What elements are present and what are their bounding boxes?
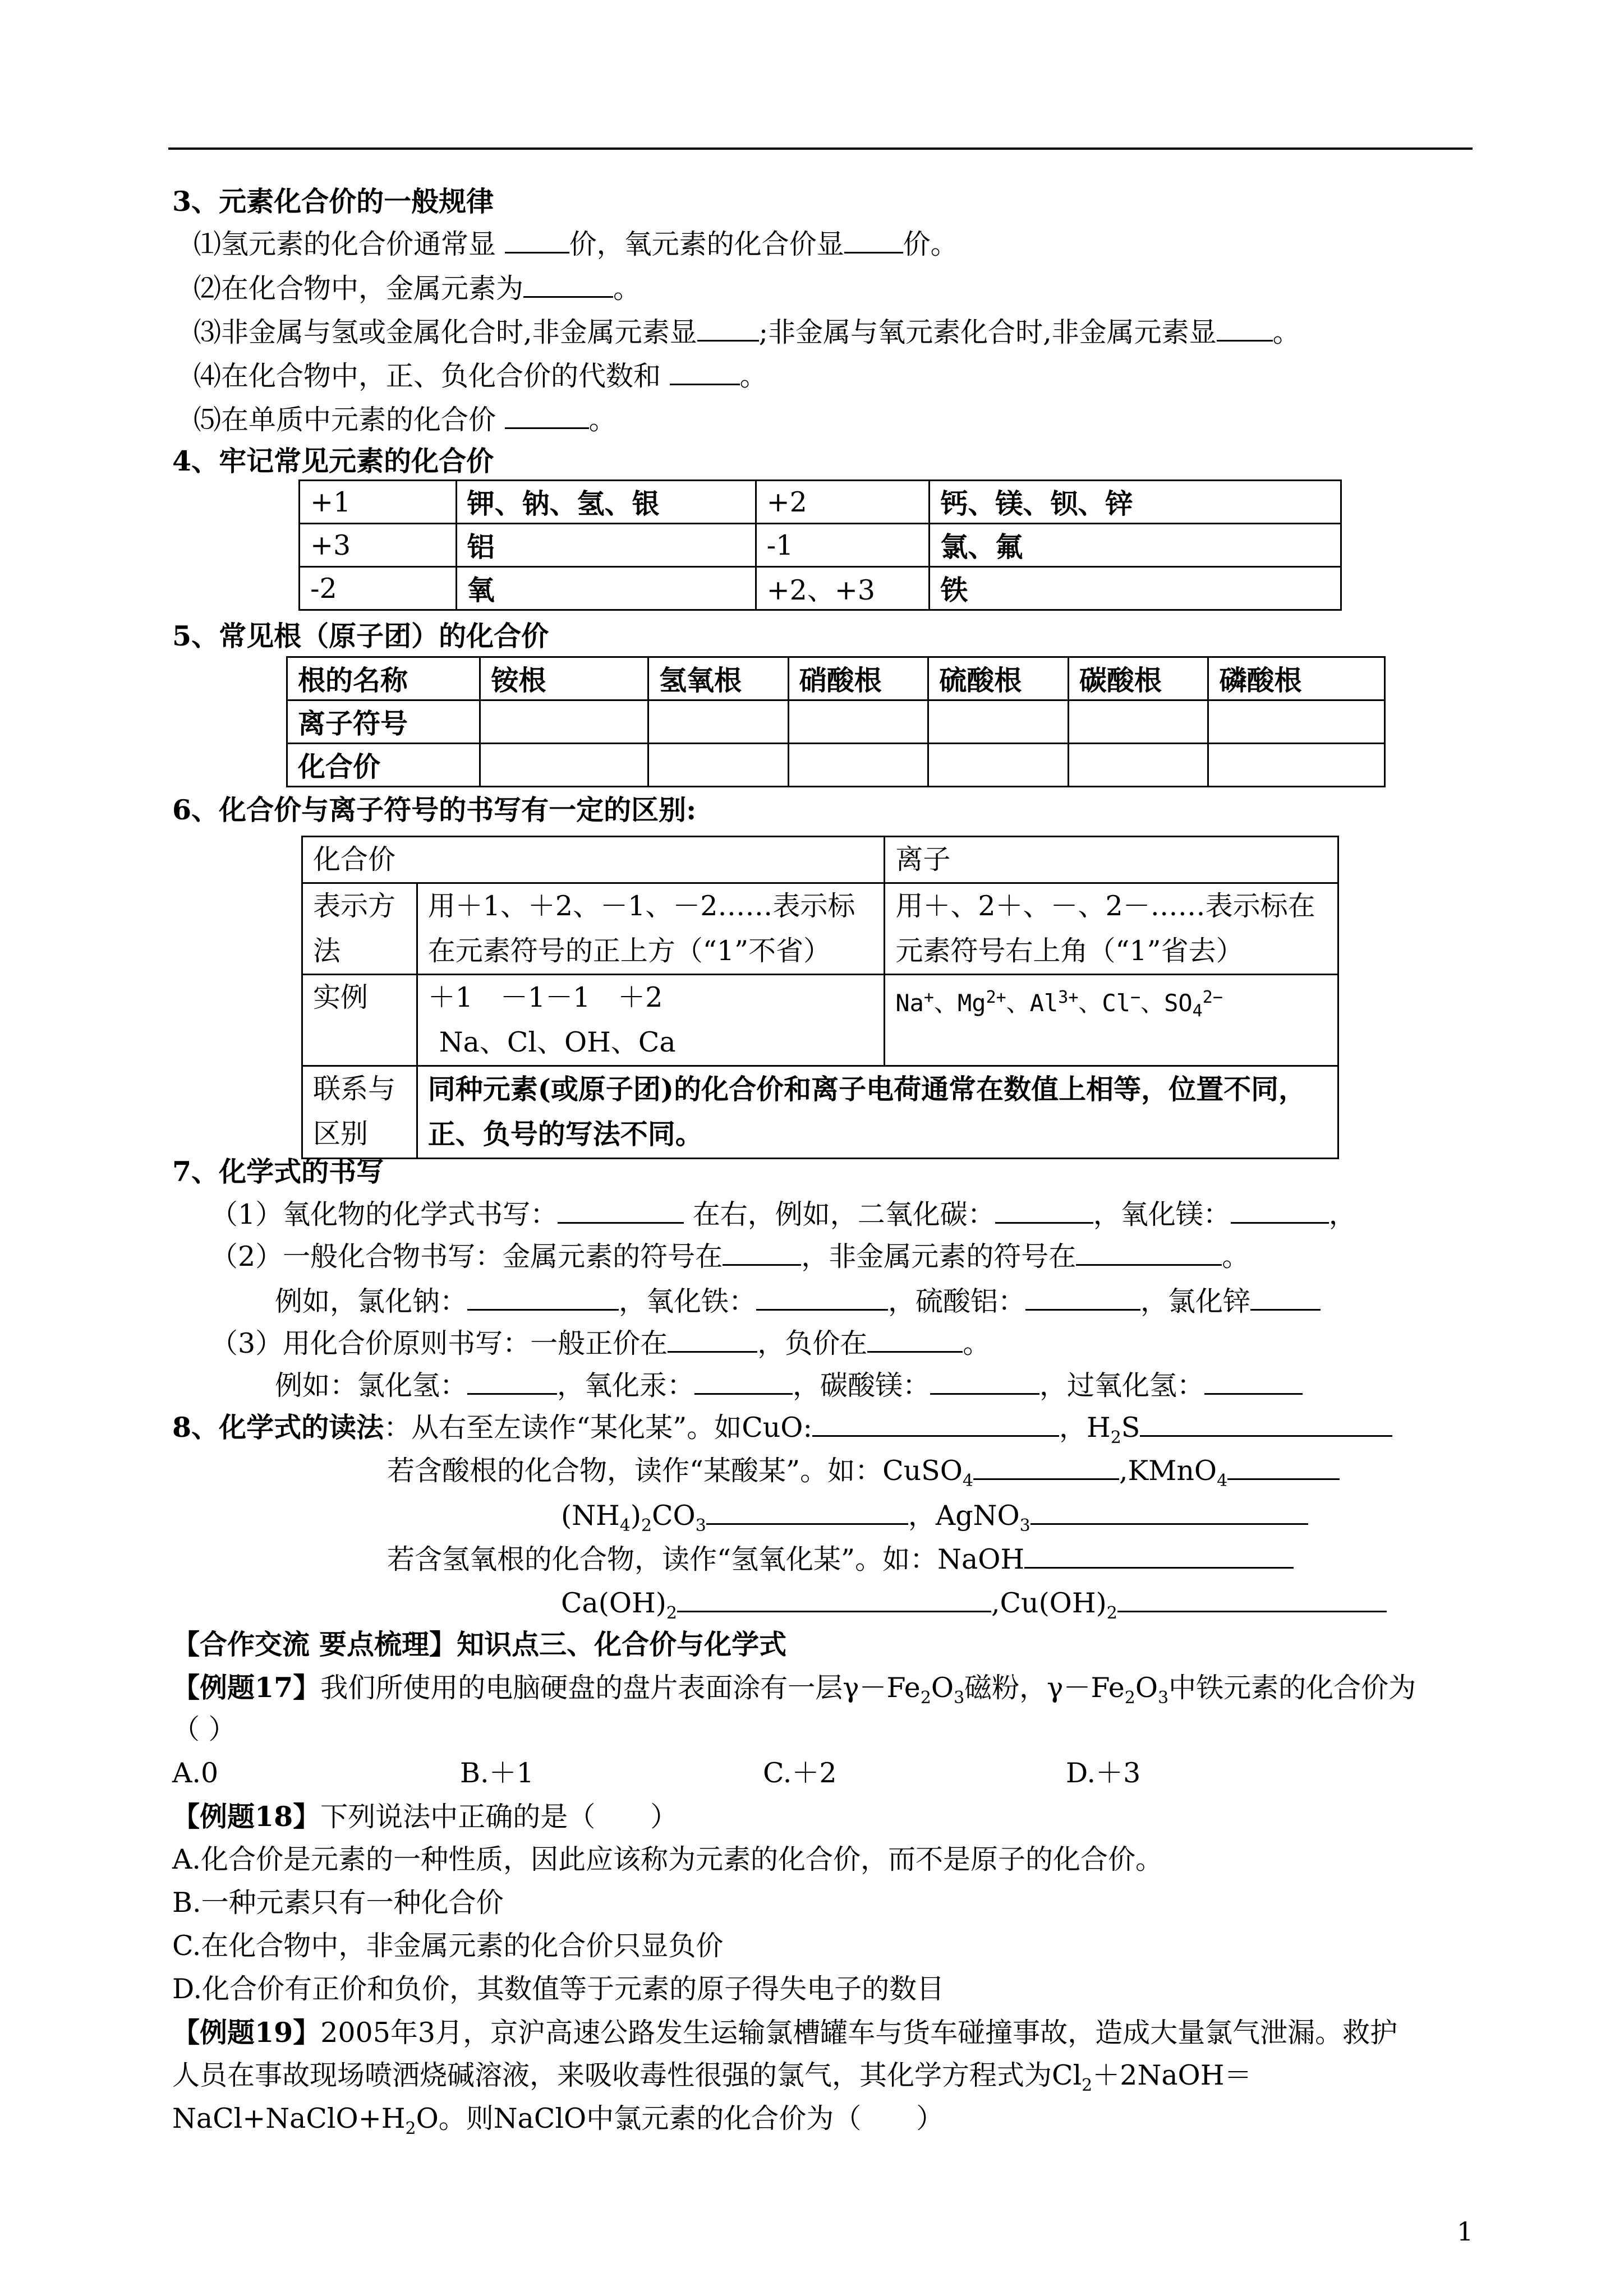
blank[interactable]	[706, 1499, 908, 1525]
section-7-title: 7、化学式的书写	[172, 1155, 384, 1188]
table-cell: 氯、氟	[930, 524, 1341, 567]
rule-line-3: ⑶非金属与氢或金属化合时,非金属元素显 ;非金属与氧元素化合时,非金属元素显 。	[194, 316, 1300, 348]
s8-line-4: 若含氢氧根的化合物，读作“氢氧化某”。如：NaOH	[387, 1542, 1294, 1576]
option-d[interactable]: D.＋3	[1066, 1757, 1141, 1789]
table-cell: 硫酸根	[928, 657, 1069, 700]
table-row	[287, 744, 1385, 787]
blank[interactable]	[973, 1454, 1119, 1480]
fill-cell[interactable]	[1208, 700, 1385, 744]
s8-line-3: $(NH_4)_2CO_3$ ，AgNO$_3$	[561, 1499, 1308, 1536]
cooperation-heading: 【合作交流 要点梳理】知识点三、化合价与化学式	[172, 1628, 787, 1661]
table-cell: +2	[756, 481, 930, 524]
s7-line-5: 例如：氯化氢： ，氧化汞： ，碳酸镁： ，过氧化氢：	[275, 1368, 1303, 1403]
example-17-question: 【例题17】我们所使用的电脑硬盘的盘片表面涂有一层$\gamma-Fe_2O_3$磁粉，$\gamma-Fe_2O_3$中铁元素的化合价为	[172, 1671, 1416, 1708]
table-header-row	[287, 657, 1385, 700]
rule-line-1: ⑴氢元素的化合价通常显 价，氧元素的化合价显 价。	[194, 228, 958, 260]
blank[interactable]	[694, 1368, 793, 1395]
blank[interactable]	[844, 227, 903, 253]
table-cell: 碳酸根	[1068, 657, 1208, 700]
table-cell: 铁	[930, 567, 1341, 610]
table-cell: 根的名称	[287, 657, 480, 700]
fill-cell[interactable]	[480, 700, 648, 744]
table-row	[302, 837, 1338, 883]
option-c[interactable]: C.＋2	[763, 1757, 837, 1789]
fill-cell[interactable]	[480, 744, 648, 787]
section-5-title: 5、常见根（原子团）的化合价	[172, 620, 549, 652]
s7-line-3: 例如，氯化钠： ，氧化铁： ，硫酸铝： ，氯化锌	[275, 1284, 1321, 1318]
table-cell: 离子符号	[287, 700, 480, 744]
table-cell: -2	[300, 567, 457, 610]
section-6-title: 6、化合价与离子符号的书写有一定的区别:	[172, 794, 697, 826]
comparison-table	[301, 836, 1339, 1159]
blank[interactable]	[467, 1284, 619, 1311]
table-cell: -1	[756, 524, 930, 567]
table-cell: 铝	[456, 524, 756, 567]
blank[interactable]	[1231, 1197, 1329, 1224]
table-cell: 化合价	[287, 744, 480, 787]
blank[interactable]	[867, 1326, 963, 1353]
table-cell: 硝酸根	[788, 657, 928, 700]
example-18-question: 【例题18】下列说法中正确的是（ ）	[172, 1800, 678, 1833]
blank[interactable]	[558, 1197, 684, 1224]
rule-line-5: ⑸在单质中元素的化合价 。	[194, 404, 617, 436]
radical-table	[286, 656, 1386, 787]
fill-cell[interactable]	[1068, 700, 1208, 744]
blank[interactable]	[505, 403, 589, 429]
table-cell: 磷酸根	[1208, 657, 1385, 700]
s7-line-4: （3）用化合价原则书写：一般正价在 ，负价在 。	[210, 1327, 991, 1359]
blank[interactable]	[756, 1284, 888, 1311]
table-cell: 铵根	[480, 657, 648, 700]
valence-table	[298, 480, 1342, 611]
fill-cell[interactable]	[648, 700, 788, 744]
blank[interactable]	[668, 1326, 757, 1353]
blank[interactable]	[1250, 1284, 1321, 1311]
example-19-line-3: $NaCl+NaClO+H_2O$。则NaClO中氯元素的化合价为（ ）	[172, 2103, 944, 2138]
blank[interactable]	[1140, 1410, 1392, 1437]
blank[interactable]	[1227, 1454, 1340, 1480]
fill-cell[interactable]	[648, 744, 788, 787]
table-cell: +3	[300, 524, 457, 567]
blank[interactable]	[467, 1368, 557, 1395]
option-b[interactable]: B.一种元素只有一种化合价	[172, 1887, 504, 1919]
blank[interactable]	[812, 1410, 1059, 1437]
rule-line-2: ⑵在化合物中，金属元素为 。	[194, 273, 641, 305]
table-row	[287, 700, 1385, 744]
fill-cell[interactable]	[928, 744, 1069, 787]
table-row	[302, 883, 1338, 975]
blank[interactable]	[1025, 1284, 1140, 1311]
table-cell: 钙、镁、钡、锌	[930, 481, 1341, 524]
fill-cell[interactable]	[788, 744, 928, 787]
s8-line-5: $Ca(OH)_2$ $,Cu(OH)_2$	[561, 1586, 1387, 1624]
blank[interactable]	[523, 271, 613, 298]
table-cell: 用＋1、＋2、－1、－2……表示标在元素符号的正上方（“1”不省）	[417, 883, 885, 975]
blank[interactable]	[677, 1586, 991, 1612]
option-a[interactable]: A.0	[172, 1757, 219, 1789]
blank[interactable]	[1217, 315, 1273, 342]
example-17-paren: （ ）	[172, 1713, 236, 1745]
s7-line-1: （1）氧化物的化学式书写： 在右，例如，二氧化碳： ，氧化镁： ，	[210, 1198, 1356, 1230]
valence-marks: ＋1 －1－1 ＋2	[427, 981, 663, 1013]
fill-cell[interactable]	[1068, 744, 1208, 787]
blank[interactable]	[1030, 1499, 1308, 1525]
table-cell	[417, 975, 885, 1066]
page-number: 1	[1457, 2216, 1474, 2247]
s8-line-1: 8、化学式的读法：从右至左读作“某化某”。如CuO: ，$H_2S$	[172, 1410, 1392, 1448]
blank[interactable]	[697, 315, 759, 342]
example-19-line-1: 【例题19】2005年3月，京沪高速公路发生运输氯槽罐车与货车碰撞事故，造成大量氯气泄漏。救护	[172, 2016, 1398, 2049]
option-a[interactable]: A.化合价是元素的一种性质，因此应该称为元素的化合价，而不是原子的化合价。	[172, 1843, 1163, 1875]
table-row	[300, 524, 1341, 567]
example-19-line-2: 人员在事故现场喷洒烧碱溶液，来吸收毒性很强的氯气，其化学方程式为$Cl_2+2NaOH=$	[172, 2059, 1252, 2095]
table-row	[300, 567, 1341, 610]
table-cell: +1	[300, 481, 457, 524]
fill-cell[interactable]	[788, 700, 928, 744]
table-cell: 氧	[456, 567, 756, 610]
option-b[interactable]: B.＋1	[460, 1757, 534, 1789]
blank[interactable]	[1024, 1542, 1294, 1569]
table-cell: 实例	[302, 975, 417, 1066]
table-cell: 钾、钠、氢、银	[456, 481, 756, 524]
fill-cell[interactable]	[928, 700, 1069, 744]
blank[interactable]	[1204, 1368, 1303, 1395]
table-row	[300, 481, 1341, 524]
s7-line-2: （2）一般化合物书写：金属元素的符号在 ，非金属元素的符号在 。	[210, 1241, 1250, 1273]
blank[interactable]	[930, 1368, 1039, 1395]
valence-symbols: Na、Cl、OH、Ca	[439, 1026, 676, 1058]
table-cell: 离子	[885, 837, 1338, 883]
table-cell: 化合价	[302, 837, 885, 883]
table-cell: 联系与区别	[302, 1066, 417, 1159]
table-cell: 同种元素(或原子团)的化合价和离子电荷通常在数值上相等，位置不同，正、负号的写法不同。	[417, 1066, 1338, 1159]
blank[interactable]	[1117, 1586, 1387, 1612]
rule-line-4: ⑷在化合物中，正、负化合价的代数和 。	[194, 360, 767, 392]
section-4-title: 4、牢记常见元素的化合价	[172, 445, 494, 477]
option-d[interactable]: D.化合价有正价和负价，其数值等于元素的原子得失电子的数目	[172, 1973, 945, 2005]
table-cell: 表示方法	[302, 883, 417, 975]
table-row	[302, 1066, 1338, 1159]
s8-line-2: 若含酸根的化合物，读作“某酸某”。如：CuSO$_4$ ,KMnO$_4$	[387, 1454, 1340, 1491]
table-cell: Na+、$Mg^{2+}$、$Al^{3+}$、Cl−、$SO_4^{2-}$	[885, 975, 1338, 1066]
blank[interactable]	[723, 1239, 801, 1266]
table-cell: 用＋、2＋、－、2－……表示标在元素符号右上角（“1”省去）	[885, 883, 1338, 975]
table-cell: +2、+3	[756, 567, 930, 610]
table-cell: 氢氧根	[648, 657, 788, 700]
fill-cell[interactable]	[1208, 744, 1385, 787]
header-rule	[168, 147, 1473, 150]
blank[interactable]	[1076, 1239, 1222, 1266]
blank[interactable]	[995, 1197, 1093, 1224]
table-row	[302, 975, 1338, 1066]
section-3-title: 3、元素化合价的一般规律	[172, 185, 494, 218]
blank[interactable]	[670, 359, 740, 385]
blank[interactable]	[505, 227, 569, 253]
option-c[interactable]: C.在化合物中，非金属元素的化合价只显负价	[172, 1930, 724, 1962]
